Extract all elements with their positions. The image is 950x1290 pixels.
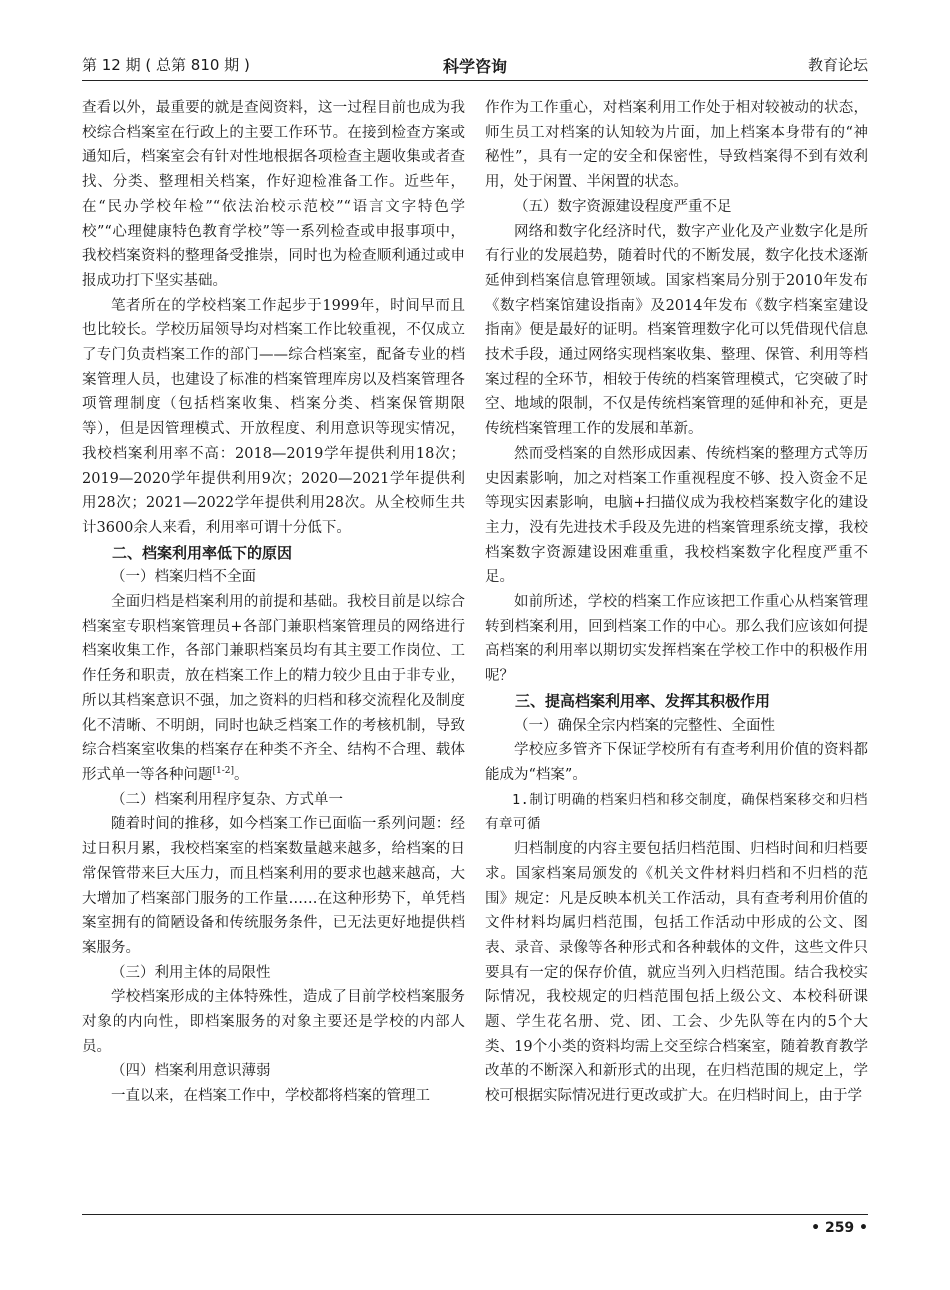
page-header	[82, 54, 868, 80]
page-number: • 259 •	[811, 1220, 868, 1236]
paragraph-text: 全面归档是档案利用的前提和基础。我校目前是以综合档案室专职档案管理员+各部门兼职档案管理员的网络进行档案收集工作，各部门兼职档案员均有其主要工作岗位、工作任务和职责，放在档案工作上的精力较少且由于非专业，所以其档案意识不强，加之资料的归档和移交流程化及制度化不清晰、不明朗，同时也缺乏档案工作的考核机制，导致综合档案室收集的档案存在种类不齐全、结构不合理、载体形式单一等各种问题	[82, 594, 465, 783]
subsection-heading: （一）确保全宗内档案的完整性、全面性	[514, 717, 775, 734]
footer-rule	[82, 1214, 868, 1215]
header-rule	[82, 80, 868, 81]
paragraph: 一直以来，在档案工作中，学校都将档案的管理工	[111, 1088, 430, 1105]
paragraph: 学校档案形成的主体特殊性，造成了目前学校档案服务对象的内向性，即档案服务的对象主要还是学校的内部人员。	[82, 989, 465, 1055]
subsection-heading: （四）档案利用意识薄弱	[111, 1063, 271, 1080]
paragraph: 笔者所在的学校档案工作起步于1999年，时间早而且也比较长。学校历届领导均对档案工作比较重视，不仅成立了专门负责档案工作的部门——综合档案室，配备专业的档案管理人员，也建设了标准的档案管理库房以及档案管理各项管理制度（包括档案收集、档案分类、档案保管期限等），但是因管理模式、开放程度、利用意识等现实情况，我校档案利用率不高：2018—2019学年提供利用18次；2019—2020学年提供利用9次；2020—2021学年提供利用28次；2021—2022学年提供利用28次。从全校师生共计3600余人来看，利用率可谓十分低下。	[82, 297, 465, 536]
citation: [1-2]	[212, 766, 235, 777]
paragraph: 查看以外，最重要的就是查阅资料，这一过程目前也成为我校综合档案室在行政上的主要工作环节。在接到检查方案或通知后，档案室会有针对性地根据各项检查主题收集或者查找、分类、整理相关档案，作好迎检准备工作。近些年，在“民办学校年检”“依法治校示范校”“语言文字特色学校”“心理健康特色教育学校”等一系列检查或申报事项中，我校档案资料的整理备受推崇，同时也为检查顺利通过或申报成功打下坚实基础。	[82, 100, 465, 289]
section-heading: 二、档案利用率低下的原因	[112, 543, 293, 562]
paragraph: 然而受档案的自然形成因素、传统档案的整理方式等历史因素影响，加之对档案工作重视程度不够、投入资金不足等现实因素影响，电脑+扫描仪成为我校档案数字化的建设主力，没有先进技术手段及先进的档案管理系统支撑，我校档案数字资源建设困难重重，我校档案数字化程度严重不足。	[485, 445, 868, 586]
paragraph: 网络和数字化经济时代，数字产业化及产业数字化是所有行业的发展趋势，随着时代的不断发展，数字化技术逐渐延伸到档案信息管理领域。国家档案局分别于2010年发布《数字档案馆建设指南》及2014年发布《数字档案室建设指南》便是最好的证明。档案管理数字化可以凭借现代信息技术手段，通过网络实现档案收集、整理、保管、利用等档案过程的全环节，相较于传统的档案管理模式，它突破了时空、地域的限制，不仅是传统档案管理的延伸和补充，更是传统档案管理工作的发展和革新。	[485, 223, 868, 438]
paragraph: 归档制度的内容主要包括归档范围、归档时间和归档要求。国家档案局颁发的《机关文件材料归档和不归档的范围》规定：凡是反映本机关工作活动，具有查考利用价值的文件材料均属归档范围，包括工作活动中形成的公文、图表、录音、录像等各种形式和各种载体的文件，这些文件只要具有一定的保存价值，就应当列入归档范围。结合我校实际情况，我校规定的归档范围包括上级公文、本校科研课题、学生花名册、党、团、工会、少先队等在内的5个大类、19个小类的资料均需上交至综合档案室，随着教育教学改革的不断深入和新形式的出现，在归档范围的规定上，学校可根据实际情况进行更改或扩大。在归档时间上，由于学	[485, 841, 868, 1105]
issue-number: 第 12 期 ( 总第 810 期 )	[82, 56, 250, 74]
subsection-heading: （五）数字资源建设程度严重不足	[514, 198, 732, 215]
paragraph	[82, 590, 465, 788]
paragraph: 学校应多管齐下保证学校所有有查考利用价值的资料都能成为“档案”。	[485, 742, 868, 783]
paragraph: 作作为工作重心，对档案利用工作处于相对较被动的状态，师生员工对档案的认知较为片面，加上档案本身带有的“神秘性”，具有一定的安全和保密性，导致档案得不到有效利用，处于闲置、半闲置的状态。	[485, 100, 868, 191]
section-name: 教育论坛	[807, 56, 868, 74]
journal-title: 科学咨询	[442, 57, 507, 76]
section-heading: 三、提高档案利用率、发挥其积极作用	[515, 691, 771, 710]
subsection-heading: （一）档案归档不全面	[111, 569, 256, 586]
subsection-heading: （三）利用主体的局限性	[111, 964, 271, 981]
paragraph-end: 。	[234, 766, 249, 783]
left-column	[82, 96, 465, 1109]
numbered-heading: 1.制订明确的档案归档和移交制度，确保档案移交和归档有章可循	[485, 791, 868, 833]
subsection-heading: （二）档案利用程序复杂、方式单一	[111, 791, 343, 808]
right-column	[485, 96, 868, 1109]
paragraph: 如前所述，学校的档案工作应该把工作重心从档案管理转到档案利用，回到档案工作的中心。那么我们应该如何提高档案的利用率以期切实发挥档案在学校工作中的积极作用呢？	[485, 594, 868, 685]
paragraph: 随着时间的推移，如今档案工作已面临一系列问题：经过日积月累，我校档案室的档案数量越来越多，给档案的日常保管带来巨大压力，而且档案利用的要求也越来越高，大大增加了档案部门服务的工作量……在这种形势下，单凭档案室拥有的简陋设备和传统服务条件，已无法更好地提供档案服务。	[82, 816, 465, 956]
